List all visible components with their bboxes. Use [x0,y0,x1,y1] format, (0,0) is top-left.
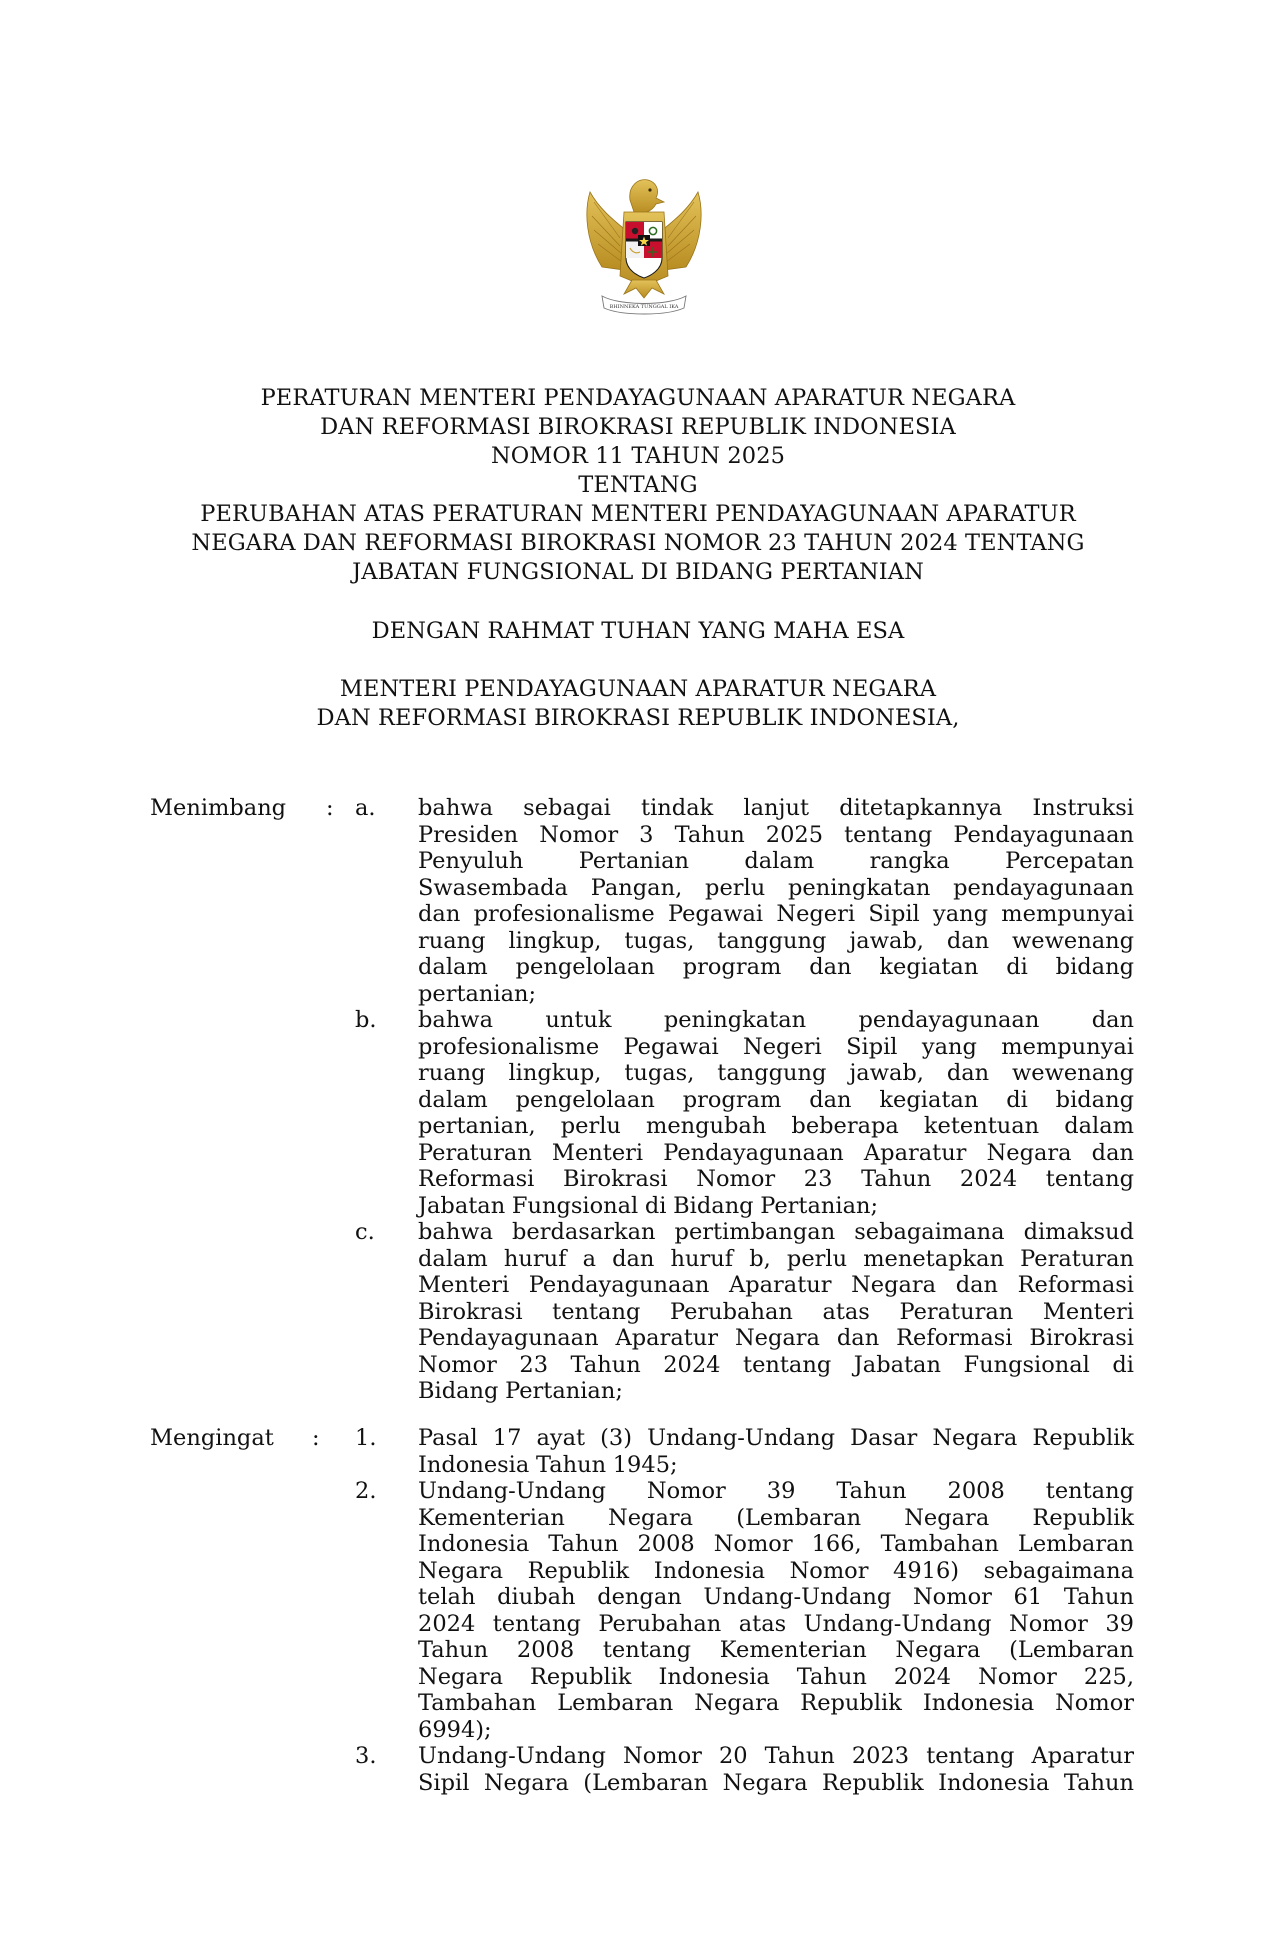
title-line: PERUBAHAN ATAS PERATURAN MENTERI PENDAYAGUNAAN APARATUR [200,501,1076,527]
text-line: Presiden Nomor 3 Tahun 2025 tentang Pendayagunaan [418,821,1134,848]
text-line: profesionalisme Pegawai Negeri Sipil yang mempunyai [418,1033,1134,1060]
text-line: Menteri Pendayagunaan Aparatur Negara dan Reformasi [418,1272,1134,1298]
text-line: Indonesia Tahun 1945; [418,1451,678,1478]
emblem-ribbon-text: BHINNEKA TUNGGAL IKA [609,304,679,310]
minister-heading [100,675,1176,733]
text-line: pertanian; [418,980,537,1007]
text-line: Negara Republik Indonesia Nomor 4916) sebagaimana [418,1557,1134,1584]
item-text [418,1478,1134,1743]
text-line: dan profesionalisme Pegawai Negeri Sipil yang mempunyai [418,901,1134,927]
title-line: JABATAN FUNGSIONAL DI BIDANG PERTANIAN [352,559,924,585]
text-line: Tambahan Lembaran Negara Republik Indonesia Nomor [418,1690,1134,1716]
text-line: Reformasi Birokrasi Nomor 23 Tahun 2024 tentang [418,1166,1134,1192]
item-text [418,1219,1134,1405]
text-line: Sipil Negara (Lembaran Negara Republik Indonesia Tahun [418,1769,1134,1796]
text-line: dalam huruf a dan huruf b, perlu menetapkan Peraturan [418,1245,1134,1272]
text-line: Kementerian Negara (Lembaran Negara Republik [418,1504,1134,1531]
text-line: bahwa sebagai tindak lanjut ditetapkannya Instruksi [418,795,1134,821]
text-line: Birokrasi tentang Perubahan atas Peraturan Menteri [418,1298,1134,1325]
title-line: PERATURAN MENTERI PENDAYAGUNAAN APARATUR NEGARA [260,385,1016,411]
blessing-text: DENGAN RAHMAT TUHAN YANG MAHA ESA [371,618,905,644]
item-text [418,1743,1134,1796]
text-line: 6994); [418,1716,492,1743]
minister-line: MENTERI PENDAYAGUNAAN APARATUR NEGARA [339,676,937,702]
title-line: DAN REFORMASI BIROKRASI REPUBLIK INDONESIA [320,414,956,440]
text-line: Peraturan Menteri Pendayagunaan Aparatur Negara dan [418,1139,1134,1166]
garuda-emblem-icon [580,172,708,317]
text-line: dalam pengelolaan program dan kegiatan di bidang [418,1086,1134,1113]
text-line: 2024 tentang Perubahan atas Undang-Undang Nomor 39 [418,1610,1134,1637]
minister-line: DAN REFORMASI BIROKRASI REPUBLIK INDONESIA, [316,705,960,731]
regulation-title [100,384,1176,587]
text-line: Pendayagunaan Aparatur Negara dan Reformasi Birokrasi [418,1325,1134,1351]
text-line: ruang lingkup, tugas, tanggung jawab, dan wewenang [418,1060,1134,1086]
text-line: Undang-Undang Nomor 20 Tahun 2023 tentang Aparatur [418,1743,1134,1769]
item-marker: c. [355,1219,375,1245]
text-line: Nomor 23 Tahun 2024 tentang Jabatan Fungsional di [418,1351,1134,1378]
blessing-line [100,617,1176,646]
menimbang-colon: : [326,795,334,821]
title-line: NEGARA DAN REFORMASI BIROKRASI NOMOR 23 TAHUN 2024 TENTANG [191,530,1085,556]
text-line: telah diubah dengan Undang-Undang Nomor 61 Tahun [418,1584,1134,1610]
text-line: Undang-Undang Nomor 39 Tahun 2008 tentang [418,1478,1134,1504]
text-line: bahwa berdasarkan pertimbangan sebagaimana dimaksud [418,1219,1134,1245]
item-marker: a. [355,795,376,821]
text-line: Swasembada Pangan, perlu peningkatan pendayagunaan [418,874,1134,901]
text-line: ruang lingkup, tugas, tanggung jawab, dan wewenang [418,927,1134,954]
item-marker: 1. [355,1425,377,1451]
text-line: Tahun 2008 tentang Kementerian Negara (Lembaran [418,1637,1134,1663]
text-line: dalam pengelolaan program dan kegiatan di bidang [418,954,1134,980]
text-line: Negara Republik Indonesia Tahun 2024 Nomor 225, [418,1663,1134,1690]
menimbang-label: Menimbang [150,795,287,821]
item-marker: b. [355,1007,377,1033]
mengingat-colon: : [312,1425,320,1451]
text-line: pertanian, perlu mengubah beberapa ketentuan dalam [418,1113,1134,1139]
title-line: NOMOR 11 TAHUN 2025 [490,443,786,469]
text-line: bahwa untuk peningkatan pendayagunaan dan [418,1007,1134,1033]
title-line: TENTANG [578,472,698,498]
mengingat-label: Mengingat [150,1425,274,1451]
item-text [418,1425,1134,1478]
text-line: Bidang Pertanian; [418,1378,623,1404]
text-line: Penyuluh Pertanian dalam rangka Percepatan [418,848,1134,874]
item-marker: 2. [355,1478,377,1504]
item-text [418,1007,1134,1219]
text-line: Jabatan Fungsional di Bidang Pertanian; [418,1192,879,1219]
item-marker: 3. [355,1743,377,1769]
text-line: Pasal 17 ayat (3) Undang-Undang Dasar Negara Republik [418,1425,1134,1451]
item-text [418,795,1134,1007]
text-line: Indonesia Tahun 2008 Nomor 166, Tambahan Lembaran [418,1531,1134,1557]
